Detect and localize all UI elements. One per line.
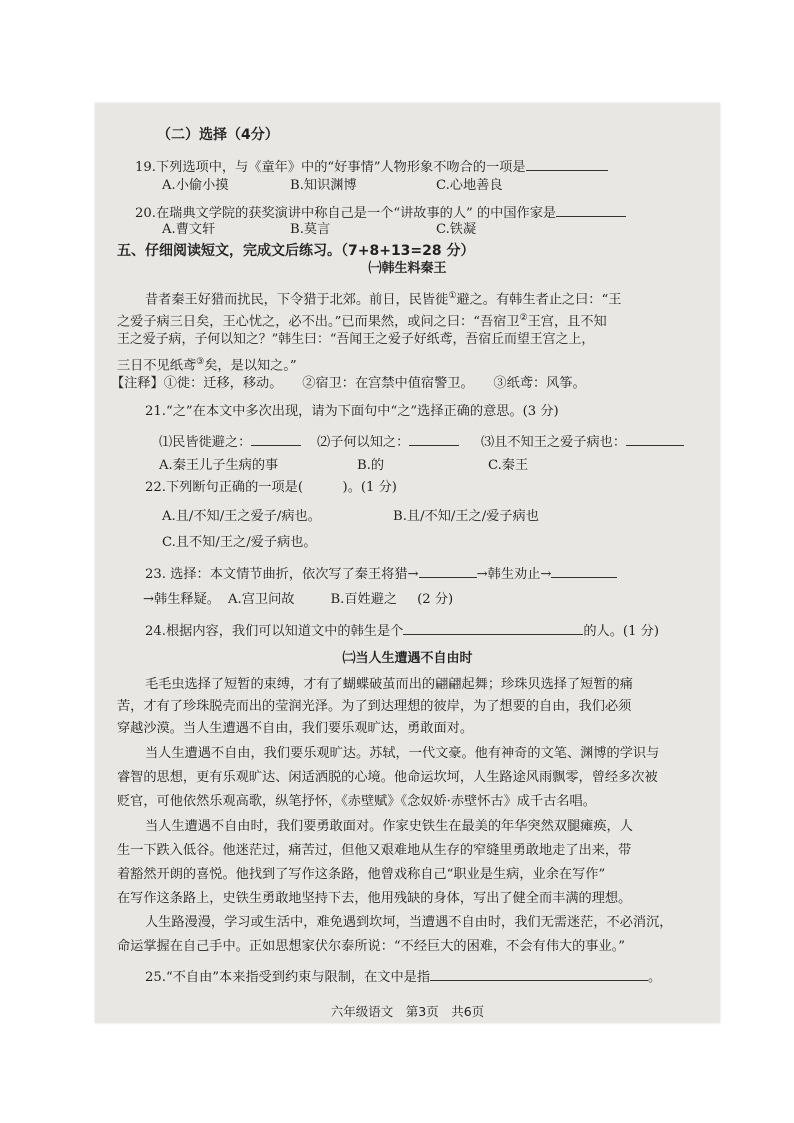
q19-option-a: A.小偷小摸 <box>162 178 229 193</box>
passage2-line: 睿智的思想，更有乐观旷达、闲适洒脱的心境。他命运坎坷，人生路途风雨飘零，曾经多次被 <box>117 770 658 785</box>
part5-title: 五、仔细阅读短文，完成文后练习。（7+8+13=28 分） <box>117 243 475 259</box>
q24-answer-blank[interactable] <box>403 621 583 635</box>
page-footer: 六年级语文 第3页 共6页 <box>330 1004 485 1019</box>
q25-answer-blank[interactable] <box>430 967 648 981</box>
q24-stem: 24.根据内容，我们可以知道文中的韩生是个 的人。(1 分) <box>145 621 659 640</box>
passage2-line: 在写作这条路上，史铁生勇敢地坚持下去，他用残缺的身体，写出了健全而丰满的理想。 <box>117 891 632 906</box>
q23-score: (2 分) <box>417 592 454 607</box>
q21-part2: ⑵子何以知之： <box>317 432 459 451</box>
q23-line1: 23. 选择：本文情节曲折，依次写了秦王将猎→ →韩生劝止→ <box>145 564 617 583</box>
passage1-title: ㈠韩生料秦王 <box>368 261 447 276</box>
q21-stem: 21.“之”在本文中多次出现，请为下面句中“之”选择正确的意思。(3 分) <box>145 404 559 419</box>
q23-blank-1[interactable] <box>419 564 477 578</box>
passage1-notes: 【注释】①徙：迁移，移动。 ②宿卫：在宫禁中值宿警卫。 ③纸鸢：风筝。 <box>111 376 586 391</box>
q20-stem: 20.在瑞典文学院的获奖演讲中称自己是一个“讲故事的人” 的中国作家是 <box>135 203 626 222</box>
q23-blank-2[interactable] <box>551 564 617 578</box>
q23-option-b: B.百姓避之 <box>330 592 398 607</box>
passage1-line1: 昔者秦王好猎而扰民，下令猎于北郊。前日，民皆徙①避之。有韩生者止之曰：“王 <box>145 291 622 308</box>
q23-line2: →韩生释疑。 A.宫卫问故 B.百姓避之 (2 分) <box>143 592 454 607</box>
q21-blank-3[interactable] <box>626 432 684 446</box>
exam-page <box>95 103 720 1023</box>
passage2-line: 着豁然开朗的喜悦。他找到了写作这条路，他曾戏称自己“职业是生病，业余在写作” <box>117 867 606 882</box>
passage2-title: ㈡当人生遭遇不自由时 <box>342 651 473 666</box>
passage2-line: 毛毛虫选择了短暂的束缚，才有了蝴蝶破茧而出的翩翩起舞；珍珠贝选择了短暂的痛 <box>145 677 633 692</box>
passage2-line: 穿越沙漠。当人生遭遇不自由，我们要乐观旷达，勇敢面对。 <box>117 721 474 736</box>
passage1-line4: 三日不见纸鸢③矣，是以知之。” <box>117 357 297 374</box>
q22-stem: 22.下列断句正确的一项是( )。(1 分) <box>145 480 397 495</box>
passage2-line: 当人生遭遇不自由，我们要乐观旷达。苏轼，一代文豪。他有神奇的文笔、渊博的学识与 <box>145 746 660 761</box>
passage2-line: 人生路漫漫，学习或生活中，难免遇到坎坷，当遭遇不自由时，我们无需迷茫，不必消沉， <box>145 915 673 930</box>
q21-part1: ⑴民皆徙避之： <box>159 432 301 451</box>
passage2-line: 生一下跌入低谷。他迷茫过，痛苦过，但他又艰难地从生存的窄缝里勇敢地走了出来，带 <box>117 843 632 858</box>
q21-option-b: B.的 <box>357 458 385 473</box>
q22-option-b: B.且/不知/王之/爱子病也 <box>393 509 539 524</box>
q21-option-a: A.秦王儿子生病的事 <box>159 458 279 473</box>
q21-blank-1[interactable] <box>251 432 301 446</box>
q19-stem: 19.下列选项中，与《童年》中的“好事情”人物形象不吻合的一项是 <box>135 157 608 176</box>
passage2-line: 苦，才有了珍珠脱壳而出的莹润光泽。为了到达理想的彼岸，为了想要的自由，我们必须 <box>117 699 632 714</box>
q22-option-c: C.且不知/王之/爱子病也。 <box>162 535 317 550</box>
q19-option-c: C.心地善良 <box>436 178 503 193</box>
section-title: （二）选择（4分） <box>157 127 279 143</box>
q21-part3: ⑶且不知王之爱子病也： <box>481 432 684 451</box>
q20-option-b: B.莫言 <box>290 222 331 237</box>
q20-answer-blank[interactable] <box>556 203 626 217</box>
passage2-line: 当人生遭遇不自由时，我们要勇敢面对。作家史铁生在最美的年华突然双腿瘫痪，人 <box>145 819 633 834</box>
q21-option-c: C.秦王 <box>488 458 529 473</box>
passage1-line3: 王之爱子病，子何以知之？”韩生曰：“吾闻王之爱子好纸鸢，吾宿丘而望王宫之上， <box>117 332 595 347</box>
passage1-line2: 之爱子病三日矣，王心忧之，必不出。”已而果然，或问之曰：“吾宿卫②王宫，且不知 <box>117 313 607 330</box>
q19-answer-blank[interactable] <box>526 157 608 171</box>
q23-option-a: A.宫卫问故 <box>228 592 295 607</box>
q22-option-a: A.且/不知/王之爱子/病也。 <box>162 509 321 524</box>
q20-option-a: A.曹文轩 <box>162 222 216 237</box>
q19-option-b: B.知识渊博 <box>290 178 357 193</box>
q25-stem: 25.“不自由”本来指受到约束与限制，在文中是指 。 <box>145 967 661 986</box>
q21-blank-2[interactable] <box>409 432 459 446</box>
passage2-line: 命运掌握在自己手中。正如思想家伏尔泰所说：“不经巨大的困难，不会有伟大的事业。” <box>117 939 626 954</box>
passage2-line: 贬官，可他依然乐观高歌，纵笔抒怀，《赤壁赋》《念奴娇·赤壁怀古》成千古名唱。 <box>117 794 596 809</box>
q20-option-c: C.铁凝 <box>436 222 477 237</box>
